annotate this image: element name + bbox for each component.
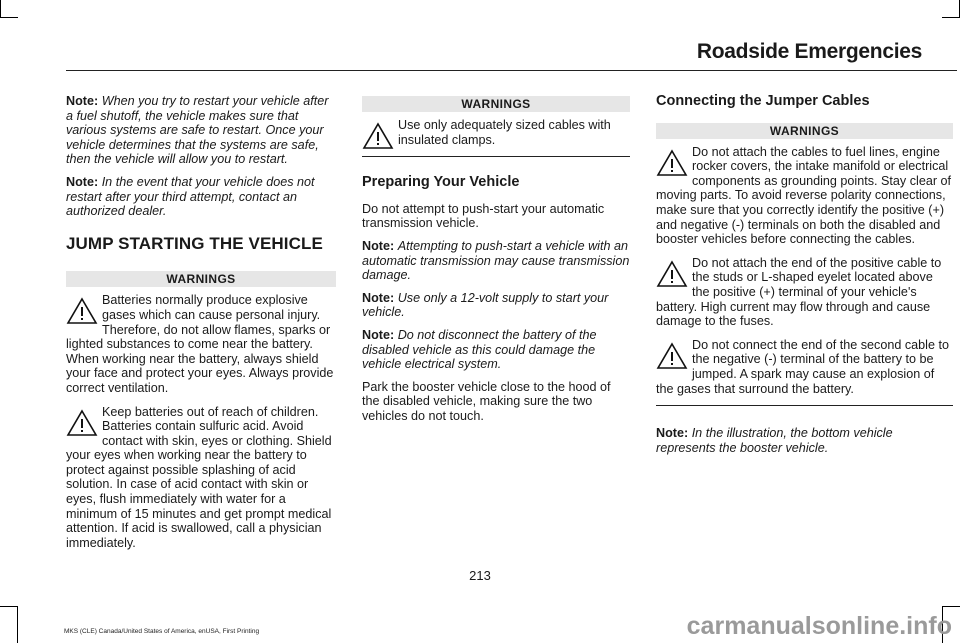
watermark[interactable]: carmanualsonline.info — [686, 612, 952, 640]
warnings-header: WARNINGS — [656, 123, 953, 139]
warning-text: Do not connect the end of the second cable to the negative (-) terminal of the battery to be jumped. A spark may cause an explosion of the gases that surround the battery. — [656, 337, 949, 396]
note-paragraph — [656, 426, 953, 455]
warning-triangle-icon — [66, 409, 98, 437]
warning-triangle-icon — [66, 297, 98, 325]
warning-item — [362, 118, 630, 147]
warning-triangle-icon — [656, 260, 688, 288]
note-label: Note: — [362, 327, 395, 342]
note-label: Note: — [66, 94, 99, 108]
page-title: Roadside Emergencies — [696, 40, 922, 63]
crop-mark — [0, 0, 1, 18]
note-paragraph — [362, 328, 630, 372]
note-text: When you try to restart your vehicle after a fuel shutoff, the vehicle makes sure that various systems are safe to restart. Once your vehicle determines that the systems are safe, then the vehicle will allow you to restart. — [66, 94, 329, 167]
note-label: Note: — [362, 290, 395, 305]
warning-triangle-icon — [656, 149, 688, 177]
crop-mark — [942, 17, 960, 18]
body-paragraph: Park the booster vehicle close to the hood of the disabled vehicle, making sure the two vehicles do not touch. — [362, 379, 611, 423]
warnings-header: WARNINGS — [362, 96, 630, 112]
warning-text: Use only adequately sized cables with insulated clamps. — [398, 118, 611, 147]
column-1 — [66, 94, 336, 559]
section-heading: JUMP STARTING THE VEHICLE — [66, 233, 323, 253]
warning-item — [656, 338, 953, 396]
note-text: Do not disconnect the battery of the disabled vehicle as this could damage the vehicle electrical system. — [362, 327, 597, 372]
warning-text: Do not attach the cables to fuel lines, engine rocker covers, the intake manifold or electrical components as grounding points. Stay clear of moving parts. To avoid reverse polarity connections, make sure that you correctly identify the positive (+) and negative (-) terminals on both the disabled and booster vehicles before connecting the cables. — [656, 144, 952, 247]
warning-text: Batteries normally produce explosive gases which can cause personal injury. Therefore, do not allow flames, sparks or lighted substances to come near the battery. When working near the battery, always shield your face and protect your eyes. Always provide correct ventilation. — [66, 293, 334, 395]
note-text: Attempting to push-start a vehicle with an automatic transmission may cause transmission damage. — [362, 238, 630, 283]
crop-mark — [0, 606, 18, 607]
note-label: Note: — [362, 238, 395, 253]
subsection-heading: Preparing Your Vehicle — [362, 174, 520, 191]
note-label: Note: — [66, 174, 99, 189]
note-text: In the illustration, the bottom vehicle represents the booster vehicle. — [656, 426, 893, 455]
crop-mark — [17, 606, 18, 643]
warning-text: Keep batteries out of reach of children. Batteries contain sulfuric acid. Avoid contact with skin, eyes or clothing. Shield your eyes when working near the battery to protect against possible splashing of acid solution. In case of acid contact with skin or eyes, flush immediately with water for a minimum of 15 minutes and get prompt medical attention. If acid is swallowed, call a physician immediately. — [66, 404, 332, 550]
warning-text: Do not attach the end of the positive cable to the studs or L-shaped eyelet located above the positive (+) terminal of your vehicle's battery. High current may flow through and cause damage to the fuses. — [656, 255, 942, 329]
note-paragraph — [362, 291, 630, 320]
warning-item — [656, 256, 953, 329]
crop-mark — [0, 17, 18, 18]
crop-mark — [942, 606, 960, 607]
column-2 — [362, 94, 630, 432]
column-3 — [656, 94, 953, 463]
note-text: Use only a 12-volt supply to start your vehicle. — [362, 290, 609, 320]
note-paragraph — [362, 239, 630, 283]
header-rule — [66, 70, 957, 71]
subsection-heading: Connecting the Jumper Cables — [656, 93, 870, 109]
warnings-header: WARNINGS — [66, 271, 336, 287]
body-paragraph: Do not attempt to push-start your automatic transmission vehicle. — [362, 201, 605, 231]
warning-triangle-icon — [656, 342, 688, 370]
warning-item — [66, 405, 336, 551]
divider — [362, 156, 630, 157]
page-number: 213 — [469, 568, 491, 583]
note-text: In the event that your vehicle does not restart after your third attempt, contact an authorized dealer. — [66, 174, 315, 219]
note-label: Note: — [656, 426, 689, 441]
footer-text: MKS (CLE) Canada/United States of America, enUSA, First Printing — [64, 628, 260, 635]
warning-item — [66, 293, 336, 395]
warning-item — [656, 145, 953, 247]
divider — [656, 405, 953, 406]
note-paragraph — [66, 94, 336, 167]
warning-triangle-icon — [362, 122, 394, 150]
note-paragraph — [66, 175, 336, 219]
